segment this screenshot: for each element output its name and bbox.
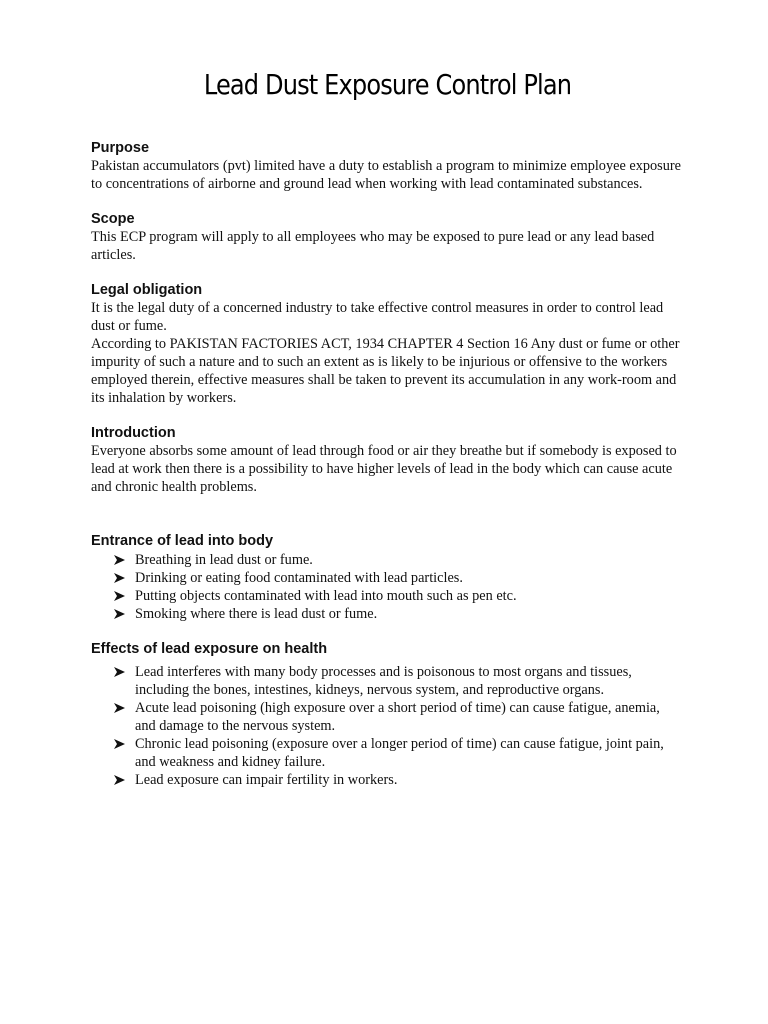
scope-paragraph: This ECP program will apply to all employees who may be exposed to pure lead or any lead based articles. bbox=[91, 229, 655, 263]
list-item bbox=[114, 587, 684, 605]
effects-heading: Effects of lead exposure on health bbox=[91, 641, 328, 657]
list-item-text: Lead exposure can impair fertility in workers. bbox=[135, 772, 398, 788]
legal-section bbox=[91, 281, 684, 407]
list-item bbox=[114, 663, 684, 699]
arrowhead-bullet-icon bbox=[114, 739, 125, 749]
list-item-text: Lead interferes with many body processes and is poisonous to most organs and tissues, including the bones, intestines, kidneys, nervous system, and reproductive organs. bbox=[135, 664, 632, 698]
introduction-heading: Introduction bbox=[91, 425, 176, 441]
arrowhead-bullet-icon bbox=[114, 667, 125, 677]
effects-section bbox=[91, 640, 684, 789]
entrance-list bbox=[91, 551, 684, 623]
list-item bbox=[114, 735, 684, 771]
purpose-paragraph: Pakistan accumulators (pvt) limited have a duty to establish a program to minimize employee exposure to concentrations of airborne and ground lead when working with lead contaminated substances. bbox=[91, 158, 681, 192]
entrance-heading: Entrance of lead into body bbox=[91, 533, 274, 549]
document-title: Lead Dust Exposure Control Plan bbox=[203, 68, 572, 101]
arrowhead-bullet-icon bbox=[114, 703, 125, 713]
list-item-text: Breathing in lead dust or fume. bbox=[135, 552, 313, 568]
purpose-heading: Purpose bbox=[91, 140, 150, 156]
introduction-paragraph: Everyone absorbs some amount of lead through food or air they breathe but if somebody is exposed to lead at work then there is a possibility to have higher levels of lead in the body which can cause acute and chronic health problems. bbox=[91, 443, 677, 495]
legal-paragraph-duty: It is the legal duty of a concerned industry to take effective control measures in order to control lead dust or fume. bbox=[91, 300, 664, 334]
list-item-text: Acute lead poisoning (high exposure over a short period of time) can cause fatigue, anemia, and damage to the nervous system. bbox=[135, 700, 660, 734]
arrowhead-bullet-icon bbox=[114, 555, 125, 565]
purpose-section bbox=[91, 139, 684, 193]
arrowhead-bullet-icon bbox=[114, 609, 125, 619]
legal-heading: Legal obligation bbox=[91, 282, 203, 298]
arrowhead-bullet-icon bbox=[114, 591, 125, 601]
introduction-section bbox=[91, 424, 684, 496]
scope-heading: Scope bbox=[91, 211, 135, 227]
list-item-text: Chronic lead poisoning (exposure over a longer period of time) can cause fatigue, joint pain, and weakness and kidney failure. bbox=[135, 736, 664, 770]
scope-section bbox=[91, 210, 684, 264]
list-item-text: Putting objects contaminated with lead into mouth such as pen etc. bbox=[135, 588, 517, 604]
list-item-text: Smoking where there is lead dust or fume. bbox=[135, 606, 378, 622]
list-item bbox=[114, 569, 684, 587]
arrowhead-bullet-icon bbox=[114, 775, 125, 785]
arrowhead-bullet-icon bbox=[114, 573, 125, 583]
list-item bbox=[114, 771, 684, 789]
list-item bbox=[114, 605, 684, 623]
entrance-section bbox=[91, 532, 684, 623]
effects-list bbox=[91, 663, 684, 789]
list-item bbox=[114, 551, 684, 569]
list-item bbox=[114, 699, 684, 735]
list-item-text: Drinking or eating food contaminated with lead particles. bbox=[135, 570, 463, 586]
legal-paragraph-act: According to PAKISTAN FACTORIES ACT, 1934 CHAPTER 4 Section 16 Any dust or fume or other impurity of such a nature and to such an extent as is likely to be injurious or offensive to the workers employed therein, effective measures shall be taken to prevent its accumulation in any work-room and its inhalation by workers. bbox=[91, 336, 680, 406]
